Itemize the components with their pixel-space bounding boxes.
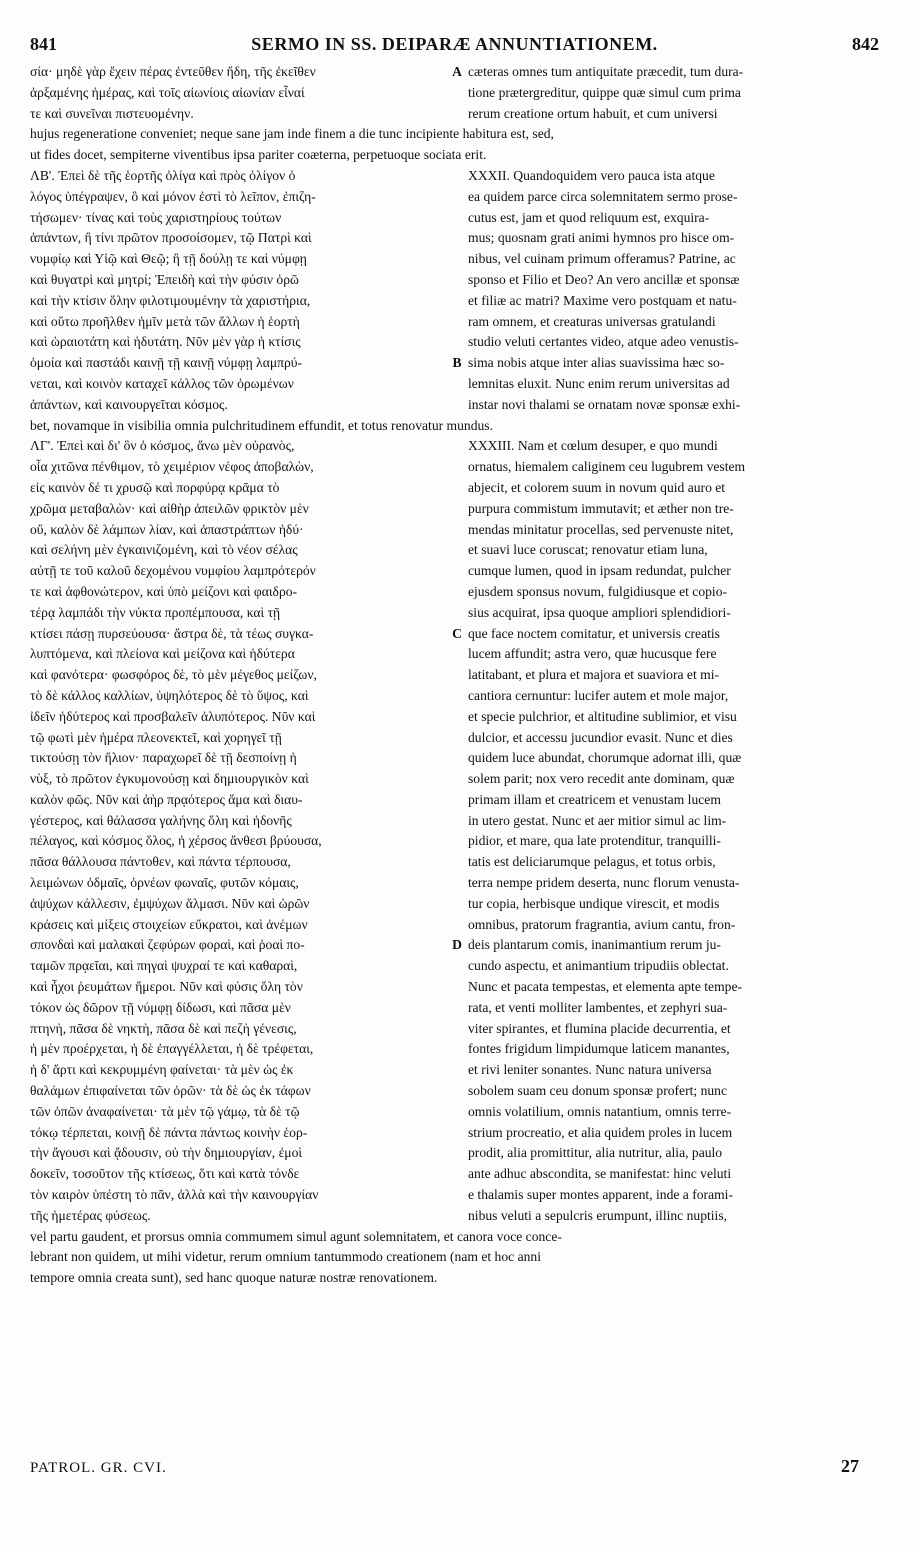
greek-line: τὸν καιρὸν ὑπέστη τὸ πᾶν, ἀλλὰ καὶ τὴν καινουργίαν	[30, 1187, 319, 1203]
column-line-pair	[30, 769, 880, 790]
greek-line: ταμῶν πρᾳεῖαι, καὶ πηγαὶ ψυχραί τε καὶ καθαραὶ,	[30, 958, 298, 974]
latin-line: sima nobis atque inter alias suavissima hæc so-	[468, 355, 725, 371]
section-marker	[446, 1164, 468, 1185]
latin-line: nibus, vel cuinam primum offeramus? Patrine, ac	[468, 251, 736, 267]
section-marker	[446, 811, 468, 832]
greek-line: πέλαγος, καὶ κόσμος ὅλος, ἡ χέρσος ἄνθεσι βρύουσα,	[30, 833, 322, 849]
column-line-pair	[30, 166, 880, 187]
greek-line: νυμφίῳ καὶ Υἱῷ καὶ Θεῷ; ἢ τῇ δούλῃ τε καὶ νύμφῃ	[30, 251, 307, 267]
section-marker	[446, 104, 468, 125]
section-marker	[446, 270, 468, 291]
column-line-pair	[30, 686, 880, 707]
column-line-pair	[30, 644, 880, 665]
latin-line: cantiora cernuntur: lucifer autem et mole major,	[468, 687, 729, 703]
latin-line: e thalamis super montes apparent, inde a forami-	[468, 1187, 733, 1203]
latin-line: et rivi leniter sonantes. Nunc natura universa	[468, 1062, 712, 1078]
greek-line: ΛΓ'. Ἐπεὶ καὶ δι' ὃν ὁ κόσμος, ἄνω μὲν οὐρανὸς,	[30, 438, 295, 454]
section-marker	[446, 312, 468, 333]
latin-line: ejusdem sponsus novum, fulgidiusque et copio-	[468, 583, 728, 599]
greek-line: τὸ δὲ κάλλος καλλίων, ὑψηλότερος δὲ τὸ ὕψος, καὶ	[30, 687, 309, 703]
column-line-pair	[30, 436, 880, 457]
greek-line: πτηνὴ, πᾶσα δὲ νηκτὴ, πᾶσα δὲ καὶ πεζὴ γένεσις,	[30, 1020, 297, 1036]
column-line-pair	[30, 977, 880, 998]
section-marker	[446, 665, 468, 686]
section-marker	[446, 1102, 468, 1123]
latin-line: quidem luce abundat, chorumque adornat illi, quæ	[468, 750, 742, 766]
section-marker	[446, 915, 468, 936]
latin-line: solem parit; nox vero recedit ante dominam, quæ	[468, 771, 735, 787]
latin-line: tur copia, herbisque undique virescit, et modis	[468, 895, 720, 911]
greek-line: οἷα χιτῶνα πένθιμον, τὸ χειμέριον νέφος ἀποβαλὼν,	[30, 459, 314, 475]
column-line-pair	[30, 353, 880, 374]
column-line-pair	[30, 1206, 880, 1227]
greek-line: εἰς καινὸν δέ τι χρυσῷ καὶ πορφύρᾳ κρᾶμα τὸ	[30, 479, 280, 495]
section-marker: A	[452, 64, 462, 79]
section-marker	[446, 1185, 468, 1206]
column-line-pair	[30, 728, 880, 749]
column-line-pair	[30, 665, 880, 686]
greek-line: τόκῳ τέρπεται, κοινῇ δὲ πάντα πάντως κοινὴν ἑορ-	[30, 1124, 308, 1140]
section-marker	[446, 1081, 468, 1102]
greek-line: ἁπάντων, καὶ καινουργεῖται κόσμος.	[30, 396, 228, 412]
latin-line: XXXIII. Nam et cœlum desuper, e quo mundi	[468, 438, 718, 454]
column-line-pair	[30, 1102, 880, 1123]
greek-line: αὐτῇ τε τοῦ καλοῦ δεχομένου νυμφίου λαμπρότερόν	[30, 563, 316, 579]
latin-line: latitabant, et plura et majora et suaviora et mi-	[468, 667, 720, 683]
greek-line: τέρᾳ λαμπάδι τὴν νύκτα προπέμπουσα, καὶ τῇ	[30, 604, 281, 620]
column-line-pair	[30, 1185, 880, 1206]
column-line-pair	[30, 374, 880, 395]
section-marker	[446, 561, 468, 582]
text-body	[30, 62, 880, 1442]
latin-line: in utero gestat. Nunc et aer mitior simul ac lim-	[468, 812, 727, 828]
section-marker	[446, 644, 468, 665]
section-marker	[446, 478, 468, 499]
section-marker	[446, 395, 468, 416]
section-marker	[446, 956, 468, 977]
column-line-pair	[30, 395, 880, 416]
section-marker	[446, 894, 468, 915]
latin-line: cundo aspectu, et animantium tripudiis oblectat.	[468, 958, 729, 974]
greek-line: ὁμοία καὶ παστάδι καινῇ τῇ καινῇ νύμφῃ λαμπρύ-	[30, 355, 303, 371]
section-marker	[446, 686, 468, 707]
column-line-pair	[30, 1164, 880, 1185]
section-marker	[446, 728, 468, 749]
greek-line: τόκον ὡς δῶρον τῇ νύμφῃ δίδωσι, καὶ πᾶσα μὲν	[30, 999, 291, 1015]
latin-line: purpura commistum immutavit; et æther non tre-	[468, 500, 734, 516]
latin-line: et suavi luce coruscat; renovatur etiam luna,	[468, 542, 708, 558]
section-marker	[446, 603, 468, 624]
latin-line: omnibus, pratorum fragrantia, avium cantu, fron-	[468, 916, 736, 932]
latin-line: dulcior, et accessu jucundior evasit. Nunc et dies	[468, 729, 733, 745]
column-line-pair	[30, 956, 880, 977]
column-line-pair	[30, 499, 880, 520]
section-marker	[446, 208, 468, 229]
greek-line: θαλάμων ἐπιφαίνεται τῶν ὀρῶν· τὰ δὲ ὡς ἐκ τάφων	[30, 1083, 311, 1099]
column-line-pair	[30, 249, 880, 270]
section-marker	[446, 332, 468, 353]
column-line-pair	[30, 270, 880, 291]
greek-line: λειμώνων ὀδμαῖς, ὀρνέων φωναῖς, φυτῶν κόμαις,	[30, 875, 299, 891]
section-marker	[446, 291, 468, 312]
section-marker	[446, 457, 468, 478]
column-line-pair	[30, 1123, 880, 1144]
column-line-pair	[30, 935, 880, 956]
greek-line: ἀψύχων κάλλεσιν, ἐμψύχων ἅλμασι. Νῦν καὶ ὡρῶν	[30, 895, 310, 911]
section-marker	[446, 520, 468, 541]
signature-mark: PATROL. GR. CVI.	[30, 1460, 167, 1476]
latin-line: mus; quosnam grati animi hymnos pro hisce om-	[468, 230, 735, 246]
greek-line: τῷ φωτὶ μὲν ἡμέρα πλεονεκτεῖ, καὶ χορηγεῖ τῇ	[30, 729, 282, 745]
greek-line: χρῶμα μεταβαλὼν· καὶ αἰθὴρ ἀπειλῶν φρικτὸν μὲν	[30, 500, 309, 516]
section-marker	[446, 1143, 468, 1164]
greek-line: λυπτόμενα, καὶ πλείονα καὶ μείζονα καὶ ἡδύτερα	[30, 646, 295, 662]
column-line-pair	[30, 520, 880, 541]
greek-line: σπονδαὶ καὶ μαλακαὶ ζεφύρων φοραὶ, καὶ ῥοαὶ πο-	[30, 937, 305, 953]
greek-line: τε καὶ ἀφθονώτερον, καὶ ὑπὸ μείζονι καὶ φαιδρο-	[30, 583, 298, 599]
greek-line: ΛΒ'. Ἐπεὶ δὲ τῆς ἑορτῆς ὀλίγα καὶ πρὸς ὀλίγον ὁ	[30, 167, 296, 183]
greek-line: τε καὶ συνεῖναι πιστευομένην.	[30, 105, 194, 121]
greek-line: λόγος ὑπέγραψεν, ὃ καὶ μόνον ἐστὶ τὸ λεῖπον, ἐπιζη-	[30, 188, 316, 204]
greek-line: τὴν ἄγουσι καὶ ᾄδουσιν, οὐ τὴν δημιουργίαν, ἐμοὶ	[30, 1145, 303, 1161]
section-marker	[446, 1039, 468, 1060]
section-marker	[446, 582, 468, 603]
column-line-pair	[30, 561, 880, 582]
latin-line: sobolem suam ceu donum sponsæ profert; nunc	[468, 1083, 727, 1099]
latin-line: sius acquirat, ipsa quoque ampliori splendidiori-	[468, 604, 731, 620]
greek-line: καὶ σελήνη μὲν ἐγκαινιζομένη, καὶ τὸ νέον σέλας	[30, 542, 298, 558]
section-marker	[446, 873, 468, 894]
latin-line: tione prætergreditur, quippe quæ simul cum prima	[468, 84, 741, 100]
section-marker	[446, 499, 468, 520]
latin-line: mendas minitatur procellas, sed pervenuste nitet,	[468, 521, 734, 537]
section-marker	[446, 790, 468, 811]
greek-line: κτίσει πάσῃ πυρσεύουσα· ἄστρα δὲ, τὰ τέως συγκα-	[30, 625, 314, 641]
column-line-pair	[30, 457, 880, 478]
latin-line: cæteras omnes tum antiquitate præcedit, tum dura-	[468, 64, 744, 79]
full-width-line: bet, novamque in visibilia omnia pulchritudinem effundit, et totus renovatur mundus.	[30, 417, 493, 433]
section-marker	[446, 977, 468, 998]
full-width-line: lebrant non quidem, ut mihi videtur, rerum omnium tantummodo creationem (nam et hoc anni	[30, 1249, 541, 1265]
greek-line: νεται, καὶ κοινὸν καταχεῖ κάλλος τῶν ὁρωμένων	[30, 375, 294, 391]
greek-line: κράσεις καὶ μίξεις στοιχείων εὔκρατοι, καὶ ἀνέμων	[30, 916, 308, 932]
greek-line: ἀρξαμένης ἡμέρας, καὶ τοῖς αἰωνίοις αἰωνίαν εἶναί	[30, 84, 305, 100]
latin-line: studio veluti certantes video, atque adeo venustis-	[468, 334, 739, 350]
latin-line: fontes frigidum limpidumque laticem manantes,	[468, 1041, 730, 1057]
column-line-pair	[30, 748, 880, 769]
latin-line: ante adhuc abscondita, se manifestat: hinc veluti	[468, 1166, 732, 1182]
column-line-pair	[30, 811, 880, 832]
running-title: SERMO IN SS. DEIPARÆ ANNUNTIATIONEM.	[251, 34, 658, 54]
latin-line: que face noctem comitatur, et universis creatis	[468, 625, 720, 641]
latin-line: omnis volatilium, omnis natantium, omnis terre-	[468, 1103, 732, 1119]
page-footer	[30, 1442, 859, 1477]
latin-line: prodit, alia promittitur, alia nutritur, alia, paulo	[468, 1145, 723, 1161]
greek-line: καὶ τὴν κτίσιν ὅλην φιλοτιμουμένην τὰ χαριστήρια,	[30, 292, 311, 308]
greek-line: νὺξ, τὸ πρῶτον ἐγκυμονούσῃ καὶ δημιουργικὸν καὶ	[30, 771, 309, 787]
latin-line: XXXII. Quandoquidem vero pauca ista atque	[468, 167, 715, 183]
greek-line: δοκεῖν, τοσοῦτον τῆς κτίσεως, ὅτι καὶ κατὰ τόνδε	[30, 1166, 300, 1182]
column-line-pair	[30, 852, 880, 873]
section-marker	[446, 249, 468, 270]
page-header	[30, 34, 879, 60]
latin-line: terra nempe pridem deserta, nunc florum venusta-	[468, 875, 740, 891]
greek-line: οὔ, καλὸν δὲ λάμπων λίαν, καὶ ἀπαστράπτων ἡδύ·	[30, 521, 304, 537]
latin-line: et specie pulchrior, et altitudine sublimior, et visu	[468, 708, 737, 724]
section-marker	[446, 769, 468, 790]
latin-line: ram omnem, et creaturas universas gratulandi	[468, 313, 716, 329]
section-marker	[446, 1206, 468, 1227]
section-marker	[446, 831, 468, 852]
section-marker	[446, 1060, 468, 1081]
left-page-number: 841	[30, 34, 57, 54]
column-line-pair	[30, 1143, 880, 1164]
latin-line: tatis est deliciarumque pelagus, et totus orbis,	[468, 854, 716, 870]
column-line-pair	[30, 104, 880, 125]
greek-line: καὶ ἦχοι ῥευμάτων ἥμεροι. Νῦν καὶ φύσις ὅλη τὸν	[30, 979, 303, 995]
latin-line: abjecit, et colorem suum in novum quid auro et	[468, 479, 726, 495]
right-page-number: 842	[851, 34, 879, 54]
greek-line: ἁπάντων, ἢ τίνι πρῶτον προσοίσομεν, τῷ Πατρὶ καὶ	[30, 230, 312, 246]
column-line-pair	[30, 332, 880, 353]
latin-line: cutus est, jam et quod reliquum est, exquira-	[468, 209, 710, 225]
section-marker: C	[452, 625, 462, 641]
greek-line: καὶ ὡραιοτάτη καὶ ἡδυτάτη. Νῦν μὲν γὰρ ἡ κτίσις	[30, 334, 301, 350]
greek-line: ἡ μὲν προέρχεται, ἡ δὲ ἐπαγγέλλεται, ἡ δὲ τρέφεται,	[30, 1041, 314, 1057]
full-width-line: hujus regeneratione conveniet; neque sane jam inde finem a die tunc incipiente habitura est, sed,	[30, 126, 554, 142]
column-line-pair	[30, 998, 880, 1019]
latin-line: rerum creatione ortum habuit, et cum universi	[468, 105, 718, 121]
section-marker: B	[452, 355, 462, 371]
latin-line: viter spirantes, et flumina placide decurrentia, et	[468, 1020, 731, 1036]
full-width-line: ut fides docet, sempiterne viventibus ipsa pariter coæterna, perpetuoque sociata erit.	[30, 147, 487, 163]
greek-line: γέστερος, καὶ θάλασσα γαλήνης ὅλη καὶ ἡδονῆς	[30, 812, 292, 828]
latin-line: nibus veluti a sepulcris erumpunt, illinc nuptiis,	[468, 1207, 728, 1223]
column-line-pair	[30, 707, 880, 728]
latin-line: rata, et venti molliter lambentes, et zephyri sua-	[468, 999, 728, 1015]
section-marker: D	[452, 937, 462, 953]
latin-line: ornatus, hiemalem caliginem ceu lugubrem vestem	[468, 459, 746, 475]
latin-line: deis plantarum comis, inanimantium rerum ju-	[468, 937, 721, 953]
column-line-pair	[30, 603, 880, 624]
greek-line: τήσωμεν· τίνας καὶ τοὺς χαριστηρίους τούτων	[30, 209, 282, 225]
column-line-pair	[30, 894, 880, 915]
column-line-pair	[30, 915, 880, 936]
column-line-pair	[30, 790, 880, 811]
latin-line: Nunc et pacata tempestas, et elementa apte tempe-	[468, 979, 743, 995]
latin-line: et filiæ ac matri? Maxime vero postquam et natu-	[468, 292, 737, 308]
greek-line: τικτούσῃ τὸν ἥλιον· παραχωρεῖ δὲ τῇ δεσποίνῃ ἡ	[30, 750, 297, 766]
latin-line: cumque lumen, quod in ipsam redundat, pulcher	[468, 563, 731, 579]
column-line-pair	[30, 1019, 880, 1040]
greek-line: σία· μηδὲ γὰρ ἔχειν πέρας ἐντεῦθεν ἤδη, τῆς ἐκεῖθεν	[30, 64, 316, 79]
column-line-pair	[30, 478, 880, 499]
column-line-pair	[30, 312, 880, 333]
section-marker	[446, 998, 468, 1019]
latin-line: strium procreatio, et alia quidem proles in lucem	[468, 1124, 733, 1140]
latin-line: primam illam et creatricem et venustam lucem	[468, 791, 721, 807]
column-line-pair	[30, 1060, 880, 1081]
section-marker	[446, 1123, 468, 1144]
section-marker	[446, 540, 468, 561]
column-line-pair	[30, 228, 880, 249]
section-marker	[446, 852, 468, 873]
greek-line: καὶ θυγατρὶ καὶ μητρί; Ἐπειδὴ καὶ τὴν φύσιν ὁρῶ	[30, 271, 299, 287]
column-line-pair	[30, 62, 880, 83]
column-line-pair	[30, 540, 880, 561]
column-line-pair	[30, 1081, 880, 1102]
section-marker	[446, 748, 468, 769]
full-width-line: tempore omnia creata sunt), sed hanc quoque naturæ nostræ renovationem.	[30, 1270, 438, 1286]
greek-line: ἡ δ' ἄρτι καὶ κεκρυμμένη φαίνεται· τὰ μὲν ὡς ἐκ	[30, 1062, 294, 1078]
section-marker	[446, 166, 468, 187]
greek-line: τῶν ὀπῶν ἀναφαίνεται· τὰ μὲν τῷ γάμῳ, τὰ δὲ τῷ	[30, 1103, 300, 1119]
greek-line: πᾶσα θάλλουσα πάντοθεν, καὶ πάντα τέρπουσα,	[30, 854, 291, 870]
gathering-number: 27	[841, 1456, 859, 1476]
column-line-pair	[30, 873, 880, 894]
section-marker	[446, 187, 468, 208]
full-width-line: vel partu gaudent, et prorsus omnia commumem simul agunt solemnitatem, et canora voce conce-	[30, 1228, 562, 1244]
column-line-pair	[30, 187, 880, 208]
column-line-pair	[30, 831, 880, 852]
section-marker	[446, 436, 468, 457]
column-line-pair	[30, 624, 880, 645]
latin-line: lemnitas eluxit. Nunc enim rerum universitas ad	[468, 375, 730, 391]
latin-line: instar novi thalami se ornatam novæ sponsæ exhi-	[468, 396, 741, 412]
latin-line: ea quidem parce circa solemnitatem sermo prose-	[468, 188, 738, 204]
column-line-pair	[30, 582, 880, 603]
section-marker	[446, 374, 468, 395]
section-marker	[446, 707, 468, 728]
greek-line: ἰδεῖν ἡδύτερος καὶ προσβαλεῖν ἀλυπότερος. Νῦν καὶ	[30, 708, 316, 724]
section-marker	[446, 1019, 468, 1040]
greek-line: καλὸν φῶς. Νῦν καὶ ἀὴρ πρᾳότερος ἅμα καὶ διαυ-	[30, 791, 303, 807]
column-line-pair	[30, 83, 880, 104]
greek-line: τῆς ἡμετέρας φύσεως.	[30, 1207, 151, 1223]
column-line-pair	[30, 208, 880, 229]
latin-line: sponso et Filio et Deo? An vero ancillæ et sponsæ	[468, 271, 740, 287]
greek-line: καὶ οὕτω προῆλθεν ἡμῖν μετὰ τῶν ἄλλων ἡ ἑορτὴ	[30, 313, 300, 329]
section-marker	[446, 83, 468, 104]
latin-line: pidior, et mare, qua late protenditur, tranquilli-	[468, 833, 721, 849]
section-marker	[446, 228, 468, 249]
column-line-pair	[30, 1039, 880, 1060]
latin-line: lucem affundit; astra vero, quæ hucusque fere	[468, 646, 717, 662]
column-line-pair	[30, 291, 880, 312]
greek-line: καὶ φανότερα· φωσφόρος δὲ, τὸ μὲν μέγεθος μείζων,	[30, 667, 317, 683]
